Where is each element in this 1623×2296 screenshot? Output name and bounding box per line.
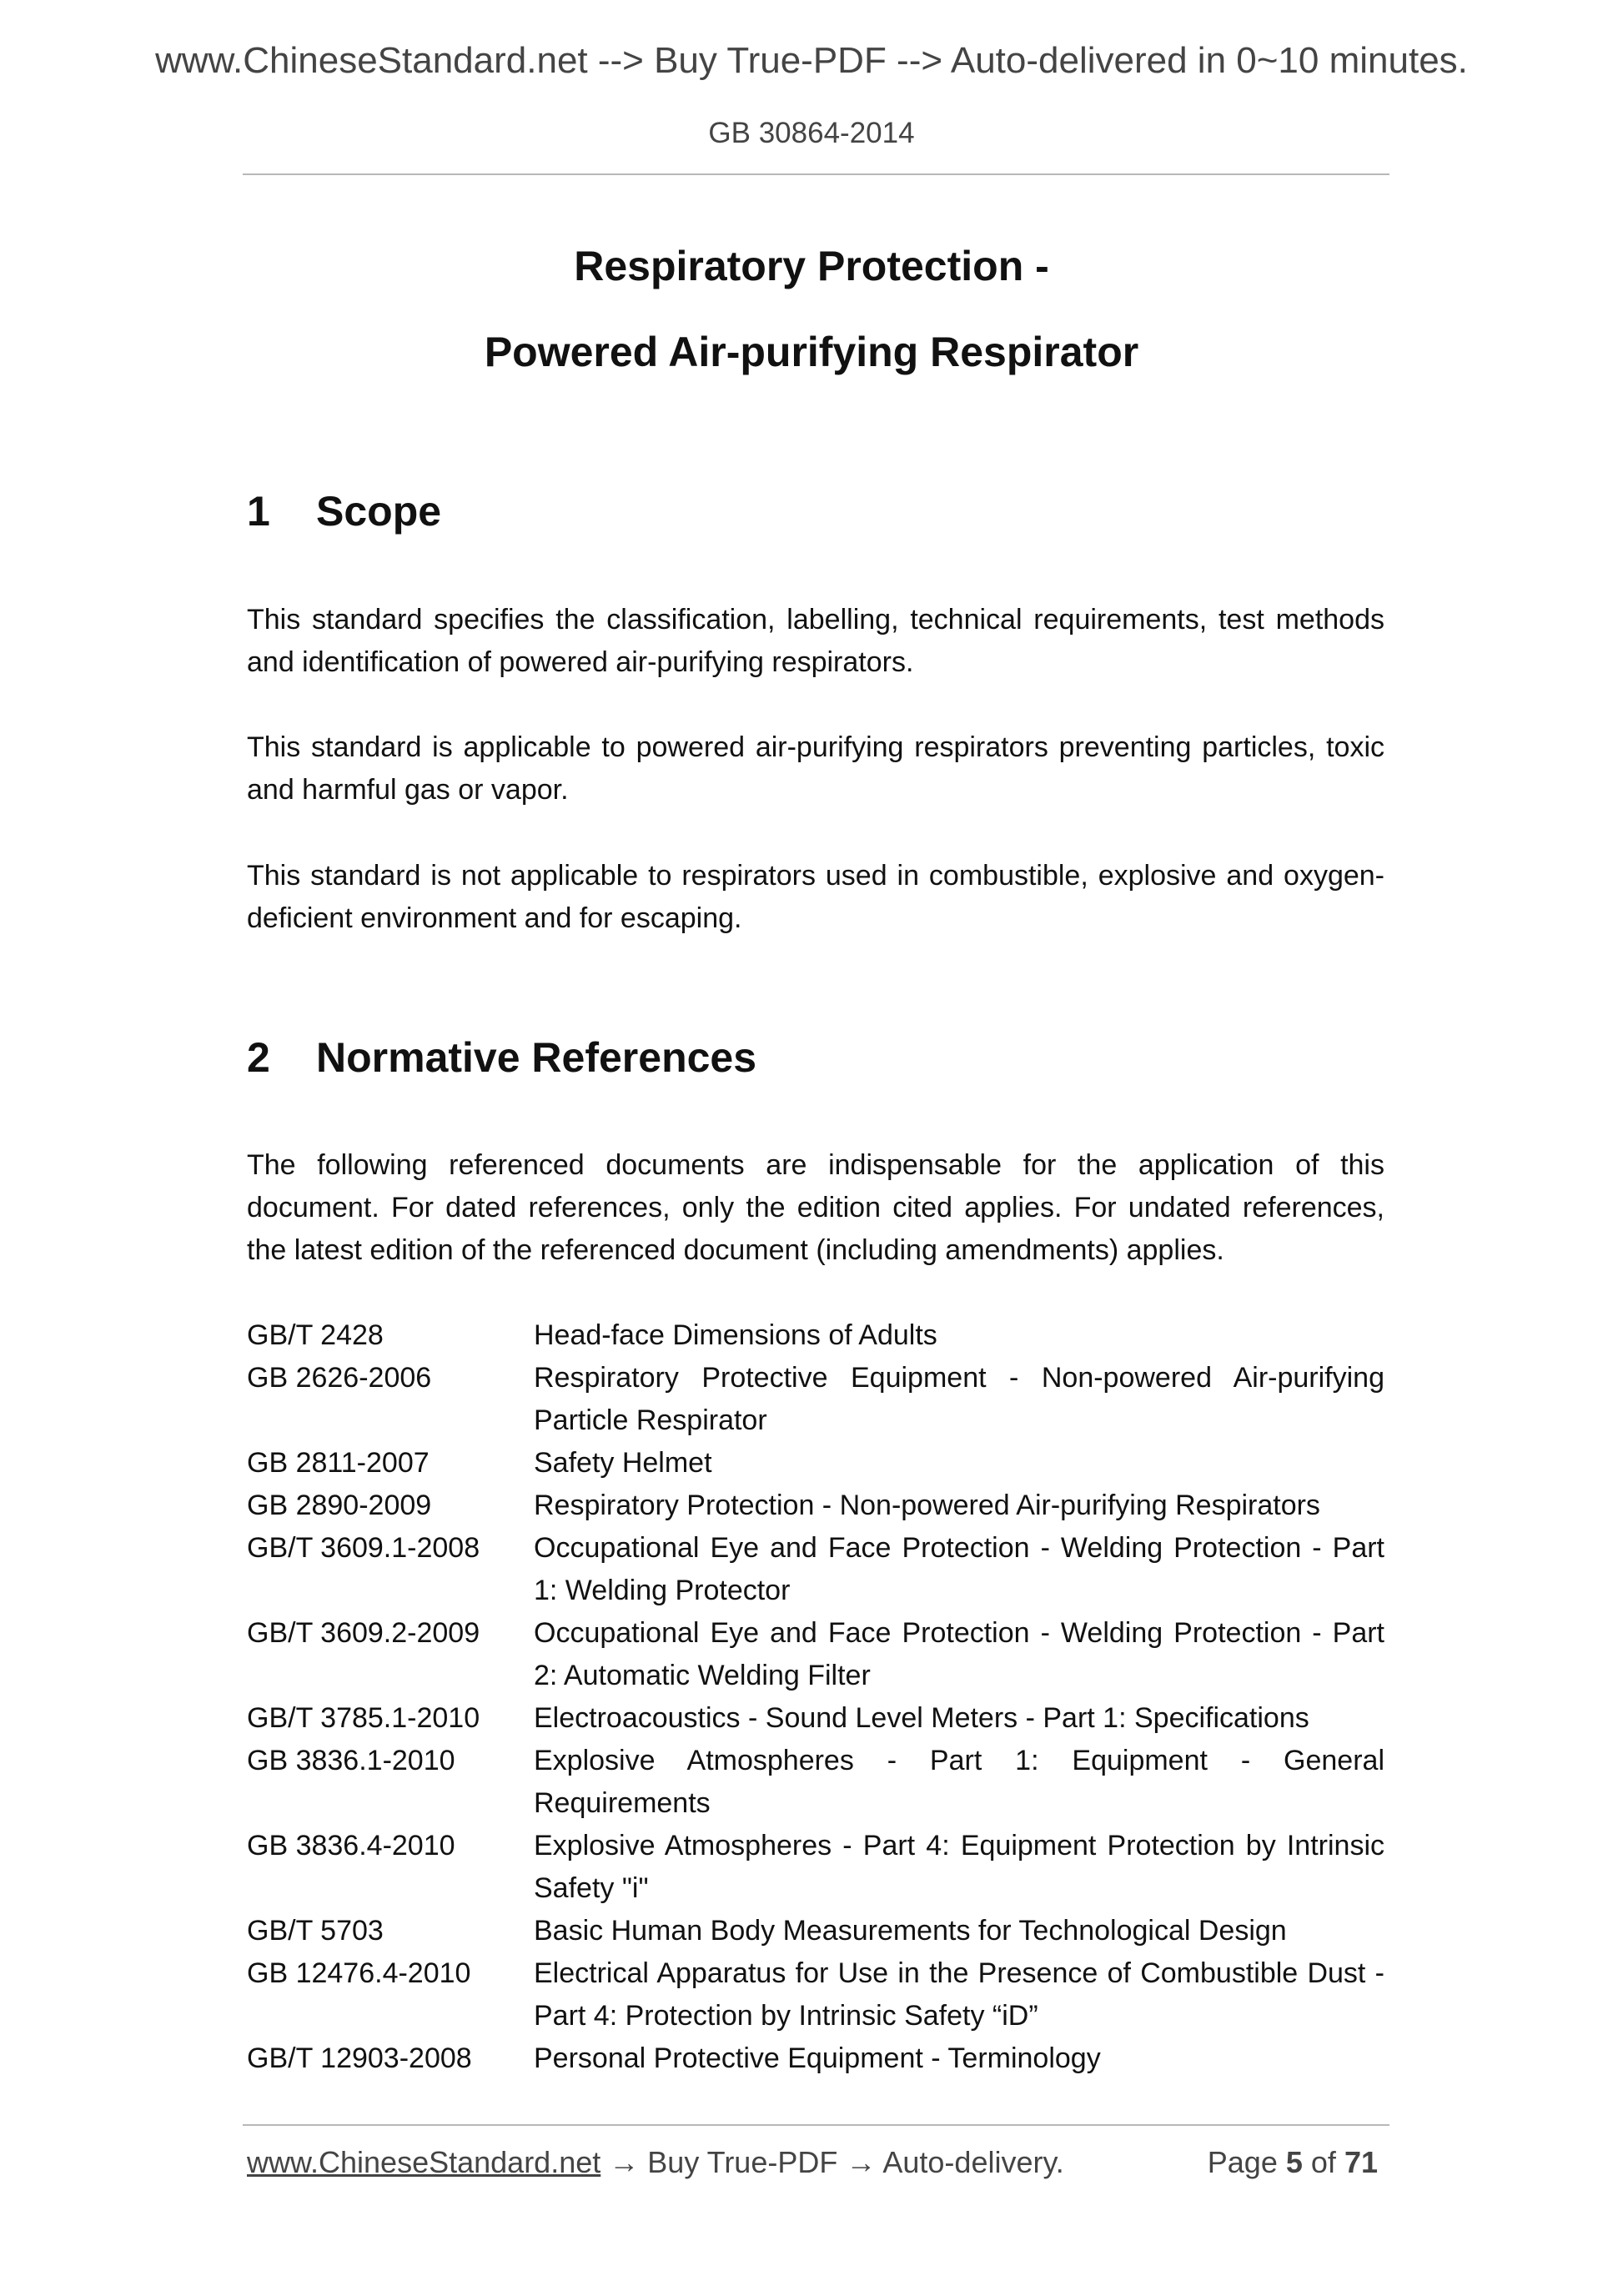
scope-paragraph-3: This standard is not applicable to respirators used in combustible, explosive and oxygen-deficient environment and for escaping. (247, 860, 1384, 934)
reference-row (247, 1527, 1384, 1612)
section-2-heading (247, 1033, 756, 1082)
reference-title: Occupational Eye and Face Protection - Welding Protection - Part 2: Automatic Welding Filter (534, 1617, 1384, 1691)
section-1-heading (247, 487, 441, 535)
reference-title: Electrical Apparatus for Use in the Presence of Combustible Dust - Part 4: Protection by Intrinsic Safety “iD” (534, 1957, 1384, 2032)
buy-text: Buy True-PDF (647, 2145, 838, 2179)
total-pages: 71 (1344, 2145, 1378, 2179)
reference-title: Electroacoustics - Sound Level Meters - Part 1: Specifications (534, 1702, 1309, 1734)
scope-paragraph-1: This standard specifies the classification, labelling, technical requirements, test methods and identification of powered air-purifying respirators. (247, 604, 1384, 678)
section-title: Scope (316, 488, 442, 535)
reference-row (247, 2037, 1384, 2080)
page-label: Page (1207, 2145, 1278, 2179)
reference-list (247, 1314, 1384, 2080)
reference-row (247, 1314, 1384, 1357)
reference-code: GB 3836.4-2010 (247, 1830, 455, 1861)
reference-title: Explosive Atmospheres - Part 4: Equipment Protection by Intrinsic Safety "i" (534, 1830, 1384, 1904)
reference-code: GB/T 3609.1-2008 (247, 1532, 480, 1564)
reference-row (247, 1740, 1384, 1825)
delivery-text: Auto-delivery. (882, 2145, 1064, 2179)
section-title: Normative References (316, 1034, 757, 1081)
scope-paragraph-2: This standard is applicable to powered air-purifying respirators preventing particles, toxic and harmful gas or vapor. (247, 731, 1384, 806)
section-number: 2 (247, 1034, 270, 1081)
reference-row (247, 1825, 1384, 1910)
reference-code: GB 3836.1-2010 (247, 1745, 455, 1776)
reference-title: Occupational Eye and Face Protection - Welding Protection - Part 1: Welding Protector (534, 1532, 1384, 1606)
page-footer (247, 2145, 1384, 2187)
reference-code: GB/T 3785.1-2010 (247, 1702, 480, 1734)
reference-row (247, 1952, 1384, 2037)
reference-row (247, 1357, 1384, 1442)
reference-row (247, 1612, 1384, 1697)
footer-divider (243, 2124, 1389, 2126)
reference-code: GB/T 2428 (247, 1319, 384, 1351)
reference-title: Personal Protective Equipment - Terminology (534, 2042, 1101, 2074)
header-divider (243, 173, 1389, 175)
of-label: of (1310, 2145, 1336, 2179)
arrow-icon: → (609, 2145, 640, 2179)
reference-title: Safety Helmet (534, 1447, 712, 1479)
reference-title: Basic Human Body Measurements for Technological Design (534, 1915, 1287, 1947)
reference-code: GB 12476.4-2010 (247, 1957, 471, 1989)
reference-code: GB/T 12903-2008 (247, 2042, 472, 2074)
page-indicator (1208, 2145, 1378, 2180)
arrow-icon: → (846, 2145, 877, 2179)
document-title-line1: Respiratory Protection - (574, 243, 1049, 289)
reference-title: Respiratory Protection - Non-powered Air-purifying Respirators (534, 1490, 1320, 1521)
section-number: 1 (247, 488, 270, 535)
reference-code: GB 2626-2006 (247, 1362, 432, 1394)
document-title-line2: Powered Air-purifying Respirator (484, 329, 1139, 375)
reference-row (247, 1910, 1384, 1952)
reference-title: Head-face Dimensions of Adults (534, 1319, 937, 1351)
site-banner: www.ChineseStandard.net --> Buy True-PDF --> Auto-delivered in 0~10 minutes. (155, 40, 1468, 81)
reference-code: GB/T 5703 (247, 1915, 384, 1947)
references-intro-paragraph: The following referenced documents are indispensable for the application of this document. For dated references, only the edition cited applies. For undated references, the latest edition of the referenced document (including amendments) applies. (247, 1149, 1384, 1266)
reference-code: GB/T 3609.2-2009 (247, 1617, 480, 1649)
reference-row (247, 1442, 1384, 1485)
reference-title: Explosive Atmospheres - Part 1: Equipment - General Requirements (534, 1745, 1384, 1819)
reference-code: GB 2890-2009 (247, 1490, 432, 1521)
reference-row (247, 1697, 1384, 1740)
document-code: GB 30864-2014 (708, 117, 915, 149)
page-number: 5 (1285, 2145, 1303, 2179)
reference-title: Respiratory Protective Equipment - Non-powered Air-purifying Particle Respirator (534, 1362, 1384, 1436)
reference-code: GB 2811-2007 (247, 1447, 430, 1479)
reference-row (247, 1485, 1384, 1527)
site-link[interactable]: www.ChineseStandard.net (247, 2145, 601, 2179)
